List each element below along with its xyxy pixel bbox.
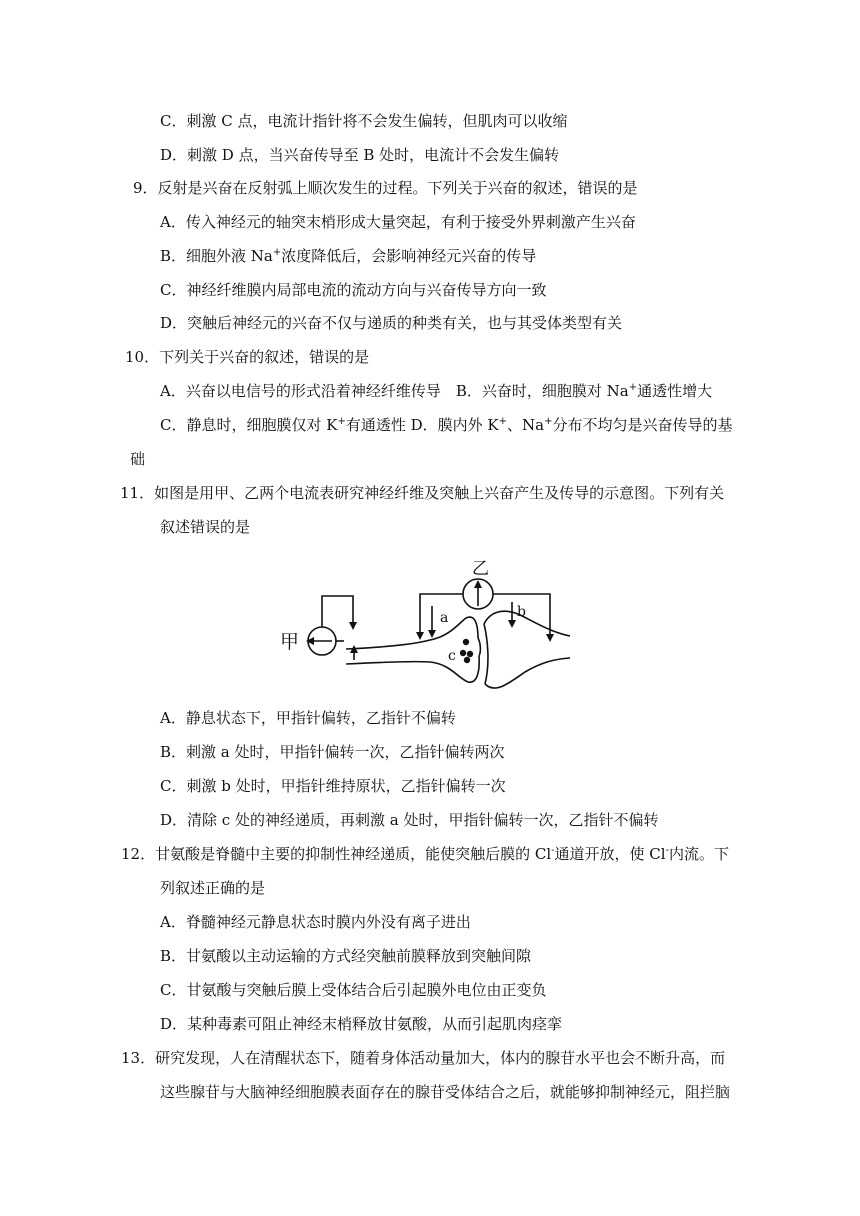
- text: 通透性增大: [637, 382, 713, 400]
- terminal-bulb: [478, 638, 480, 656]
- option-10ab: [160, 381, 712, 401]
- option-9a: A．传入神经元的轴突末梢形成大量突起，有利于接受外界刺激产生兴奋: [160, 213, 636, 231]
- text: 内流。下: [668, 845, 729, 863]
- label-jia: 甲: [280, 631, 300, 653]
- text: C．静息时，细胞膜仅对 K: [160, 416, 338, 434]
- axon-upper-edge: [346, 617, 478, 649]
- postsynaptic-upper-edge: [484, 611, 570, 636]
- text: 浓度降低后，会影响神经元兴奋的传导: [281, 247, 537, 265]
- postsynaptic-lower-edge: [485, 658, 570, 688]
- option-12c: C．甘氨酸与突触后膜上受体结合后引起膜外电位由正变负: [160, 981, 547, 999]
- option-9d: D．突触后神经元的兴奋不仅与递质的种类有关，也与其受体类型有关: [160, 314, 623, 332]
- superscript: +: [544, 416, 553, 427]
- superscript: +: [337, 416, 346, 427]
- question-13-stem-cont: 这些腺苷与大脑神经细胞膜表面存在的腺苷受体结合之后，就能够抑制神经元，阻拦脑: [160, 1083, 731, 1101]
- option-12b: B．甘氨酸以主动运输的方式经突触前膜释放到突触间隙: [160, 947, 532, 965]
- superscript: +: [498, 416, 508, 427]
- text: A．兴奋以电信号的形式沿着神经纤维传导 B．兴奋时，细胞膜对 Na: [160, 382, 629, 400]
- question-12-stem-cont: 列叙述正确的是: [160, 879, 266, 897]
- axon-lower-edge: [346, 656, 479, 682]
- text: 12．甘氨酸是脊髓中主要的抑制性神经递质，能使突触后膜的 Cl: [121, 845, 552, 863]
- superscript: -: [551, 845, 555, 856]
- option-12d: D．某种毒素可阻止神经末梢释放甘氨酸，从而引起肌肉痉挛: [160, 1015, 563, 1033]
- text: 有通透性 D．膜内外 K: [345, 416, 499, 434]
- question-10-stem: 10．下列关于兴奋的叙述，错误的是: [125, 348, 370, 366]
- arrowhead: [428, 630, 436, 638]
- text: 、Na: [507, 416, 545, 434]
- question-11-stem-cont: 叙述错误的是: [160, 518, 251, 536]
- label-yi: 乙: [472, 559, 489, 579]
- option-10cd: [160, 415, 733, 435]
- label-c: c: [448, 648, 456, 664]
- arrowhead: [306, 637, 314, 645]
- postsynaptic-membrane: [484, 624, 488, 684]
- text: B．细胞外液 Na: [160, 247, 273, 265]
- arrowhead: [474, 580, 482, 588]
- question-9-stem: 9．反射是兴奋在反射弧上顺次发生的过程。下列关于兴奋的叙述，错误的是: [133, 179, 638, 197]
- option-8d: D．刺激 D 点，当兴奋传导至 B 处时，电流计不会发生偏转: [160, 146, 560, 164]
- arrowhead: [349, 622, 357, 630]
- superscript: +: [272, 247, 282, 258]
- vesicle: [460, 650, 466, 656]
- option-8c: C．刺激 C 点，电流计指针将不会发生偏转，但肌肉可以收缩: [160, 112, 568, 130]
- question-12-stem: [121, 844, 729, 864]
- option-11c: C．刺激 b 处时，甲指针维持原状，乙指针偏转一次: [160, 777, 506, 795]
- text: 通道开放，使 Cl: [554, 845, 666, 863]
- option-11b: B．刺激 a 处时，甲指针偏转一次，乙指针偏转两次: [160, 743, 505, 761]
- nerve-synapse-diagram: [280, 544, 580, 694]
- superscript: -: [665, 845, 669, 856]
- arrowhead: [546, 634, 554, 642]
- vesicle: [467, 651, 473, 657]
- arrowhead: [416, 632, 424, 640]
- vesicle: [463, 639, 469, 645]
- label-a: a: [440, 610, 449, 626]
- option-10-wrap: 础: [130, 450, 146, 468]
- arrowhead: [508, 620, 516, 628]
- superscript: +: [628, 382, 638, 393]
- question-13-stem: 13．研究发现，人在清醒状态下，随着身体活动量加大，体内的腺苷水平也会不断升高，而: [121, 1049, 726, 1067]
- vesicle: [464, 657, 470, 663]
- text: 分布不均匀是兴奋传导的基: [552, 416, 733, 434]
- option-12a: A．脊髓神经元静息状态时膜内外没有离子进出: [160, 913, 471, 931]
- option-9c: C．神经纤维膜内局部电流的流动方向与兴奋传导方向一致: [160, 281, 547, 299]
- option-11a: A．静息状态下，甲指针偏转，乙指针不偏转: [160, 709, 456, 727]
- meter-jia-wire: [322, 596, 353, 627]
- label-b: b: [517, 604, 526, 620]
- option-11d: D．清除 c 处的神经递质，再刺激 a 处时，甲指针偏转一次，乙指针不偏转: [160, 811, 659, 829]
- question-11-stem: 11．如图是用甲、乙两个电流表研究神经纤维及突触上兴奋产生及传导的示意图。下列有关: [120, 484, 725, 502]
- option-9b: [160, 246, 536, 266]
